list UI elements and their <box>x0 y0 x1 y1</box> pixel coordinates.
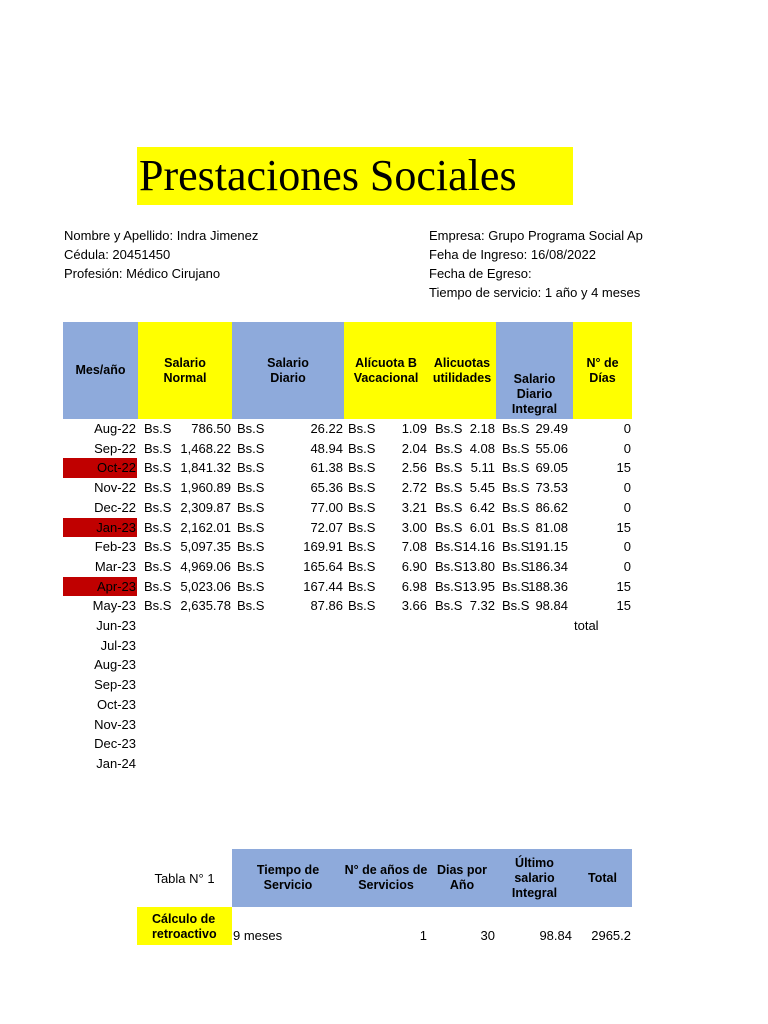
header-salario-integral: Salario Diario Integral <box>496 322 573 419</box>
table-row <box>0 439 768 459</box>
salario-diario-value: 77.00 <box>310 499 343 515</box>
currency-label: Bs.S <box>435 519 463 535</box>
page-title: Prestaciones Sociales <box>139 151 517 200</box>
currency-label: Bs.S <box>144 558 172 574</box>
alicuota-b-value: 2.04 <box>401 440 427 456</box>
table-row <box>0 675 768 695</box>
header-alicuota-b: Alícuota B Vacacional <box>344 322 428 419</box>
table-row <box>0 577 768 597</box>
currency-label: Bs.S <box>502 558 530 574</box>
salario-diario-value: 72.07 <box>310 519 343 535</box>
currency-label: Bs.S <box>237 598 265 614</box>
header-salario-normal: Salario Normal <box>138 322 232 419</box>
alicuota-b-value: 2.56 <box>401 460 427 476</box>
alicuota-utilidades-value: 6.42 <box>469 499 495 515</box>
currency-label: Bs.S <box>502 421 530 436</box>
month-cell: Dec-23 <box>94 736 136 752</box>
t2-value-total: 2965.2 <box>591 928 631 943</box>
t2-value-tiempo: 9 meses <box>233 928 283 943</box>
currency-label: Bs.S <box>348 499 376 515</box>
currency-label: Bs.S <box>237 578 265 594</box>
month-cell: Jan-24 <box>96 755 136 771</box>
currency-label: Bs.S <box>144 440 172 456</box>
month-cell: Sep-22 <box>94 440 136 456</box>
salario-diario-value: 65.36 <box>310 480 343 496</box>
currency-label: Bs.S <box>144 480 172 496</box>
table-row <box>0 715 768 735</box>
salario-integral-value: 98.84 <box>535 598 568 614</box>
t2-value-ultimo: 98.84 <box>539 928 572 943</box>
alicuota-b-value: 2.72 <box>401 480 427 496</box>
table-row <box>0 518 768 538</box>
info-ingreso: Feha de Ingreso: 16/08/2022 <box>429 247 596 262</box>
currency-label: Bs.S <box>348 519 376 535</box>
currency-label: Bs.S <box>435 480 463 496</box>
currency-label: Bs.S <box>237 440 265 456</box>
currency-label: Bs.S <box>435 558 463 574</box>
header-mes: Mes/año <box>63 322 138 419</box>
header-alicuotas-utilidades: Alicuotas utilidades <box>428 322 496 419</box>
t2-header-ultimo: Último salario Integral <box>496 849 573 907</box>
dias-value: 0 <box>623 421 631 436</box>
dias-value: 15 <box>616 578 631 594</box>
t2-header-anos: N° de años de Servicios <box>344 849 428 907</box>
salario-integral-value: 86.62 <box>535 499 568 515</box>
salario-normal-value: 1,960.89 <box>180 480 231 496</box>
t2-value-anos: 1 <box>419 928 427 943</box>
currency-label: Bs.S <box>237 539 265 555</box>
salario-diario-value: 169.91 <box>303 539 343 555</box>
salario-diario-value: 61.38 <box>310 460 343 476</box>
salario-diario-value: 48.94 <box>310 440 343 456</box>
alicuota-b-value: 3.66 <box>401 598 427 614</box>
currency-label: Bs.S <box>435 460 463 476</box>
currency-label: Bs.S <box>348 578 376 594</box>
salario-integral-value: 73.53 <box>535 480 568 496</box>
info-tiempo: Tiempo de servicio: 1 año y 4 meses <box>429 285 641 300</box>
salario-integral-value: 191.15 <box>528 539 568 555</box>
currency-label: Bs.S <box>237 460 265 476</box>
alicuota-b-value: 3.00 <box>401 519 427 535</box>
alicuota-b-value: 7.08 <box>401 539 427 555</box>
table-row <box>0 754 768 774</box>
table-row <box>0 734 768 754</box>
currency-label: Bs.S <box>348 558 376 574</box>
dias-value: 0 <box>623 440 631 456</box>
table-row <box>0 695 768 715</box>
currency-label: Bs.S <box>502 440 530 456</box>
alicuota-b-value: 6.98 <box>401 578 427 594</box>
table-row <box>0 458 768 478</box>
table-row <box>0 557 768 577</box>
info-profesion: Profesión: Médico Cirujano <box>64 266 221 281</box>
currency-label: Bs.S <box>435 440 463 456</box>
title-box <box>137 147 573 205</box>
salario-diario-value: 167.44 <box>303 578 343 594</box>
currency-label: Bs.S <box>144 598 172 614</box>
alicuota-utilidades-value: 6.01 <box>469 519 495 535</box>
month-cell: Nov-22 <box>94 480 136 496</box>
alicuota-utilidades-value: 4.08 <box>469 440 495 456</box>
salario-integral-value: 69.05 <box>535 460 568 476</box>
table-row <box>0 478 768 498</box>
currency-label: Bs.S <box>348 440 376 456</box>
table-row <box>0 596 768 616</box>
table-row <box>0 419 768 439</box>
currency-label: Bs.S <box>348 598 376 614</box>
dias-value: 15 <box>616 519 631 535</box>
currency-label: Bs.S <box>502 519 530 535</box>
month-cell: Aug-23 <box>94 657 136 673</box>
info-empresa: Empresa: Grupo Programa Social Ap <box>429 228 643 243</box>
alicuota-utilidades-value: 5.11 <box>470 460 495 476</box>
currency-label: Bs.S <box>144 519 172 535</box>
currency-label: Bs.S <box>435 499 463 515</box>
currency-label: Bs.S <box>348 421 376 436</box>
month-cell: Oct-23 <box>96 696 136 712</box>
salario-normal-value: 1,841.32 <box>180 460 231 476</box>
table-row <box>0 537 768 557</box>
currency-label: Bs.S <box>435 578 463 594</box>
month-cell: Dec-22 <box>94 499 136 515</box>
header-salario-diario: Salario Diario <box>232 322 344 419</box>
table-row <box>0 498 768 518</box>
month-cell: Jan-23 <box>63 518 137 538</box>
salario-normal-value: 5,097.35 <box>180 539 231 555</box>
salario-integral-value: 81.08 <box>535 519 568 535</box>
currency-label: Bs.S <box>502 480 530 496</box>
currency-label: Bs.S <box>502 539 530 555</box>
month-cell: Aug-22 <box>94 421 136 436</box>
t2-header-tiempo: Tiempo de Servicio <box>232 849 344 907</box>
currency-label: Bs.S <box>144 460 172 476</box>
alicuota-utilidades-value: 5.45 <box>469 480 495 496</box>
info-cedula: Cédula: 20451450 <box>64 247 171 262</box>
dias-value: 0 <box>623 480 631 496</box>
currency-label: Bs.S <box>144 578 172 594</box>
salario-integral-value: 29.49 <box>535 421 568 436</box>
alicuota-b-value: 3.21 <box>401 499 427 515</box>
dias-value: 0 <box>623 499 631 515</box>
salario-normal-value: 1,468.22 <box>180 440 231 456</box>
currency-label: Bs.S <box>348 539 376 555</box>
retroactivo-label: Cálculo de retroactivo <box>137 907 232 945</box>
salario-integral-value: 186.34 <box>528 558 568 574</box>
currency-label: Bs.S <box>502 460 530 476</box>
salario-normal-value: 2,635.78 <box>180 598 231 614</box>
currency-label: Bs.S <box>502 499 530 515</box>
total-label: total <box>574 618 599 633</box>
info-nombre: Nombre y Apellido: Indra Jimenez <box>64 228 259 243</box>
month-cell: Jun-23 <box>96 618 136 633</box>
t2-value-dias: 30 <box>480 928 495 943</box>
salario-integral-value: 55.06 <box>535 440 568 456</box>
currency-label: Bs.S <box>237 480 265 496</box>
currency-label: Bs.S <box>348 460 376 476</box>
dias-value: 0 <box>623 539 631 555</box>
salario-integral-value: 188.36 <box>528 578 568 594</box>
salario-normal-value: 5,023.06 <box>180 578 231 594</box>
salario-normal-value: 4,969.06 <box>180 558 231 574</box>
currency-label: Bs.S <box>237 499 265 515</box>
t2-header-total: Total <box>573 849 632 907</box>
dias-value: 15 <box>616 598 631 614</box>
month-cell: Jul-23 <box>100 637 136 653</box>
month-cell: Feb-23 <box>94 539 136 555</box>
info-right <box>429 226 643 302</box>
alicuota-utilidades-value: 13.80 <box>462 558 495 574</box>
currency-label: Bs.S <box>144 539 172 555</box>
salario-diario-value: 165.64 <box>303 558 343 574</box>
month-cell: Mar-23 <box>94 558 136 574</box>
t2-header-dias: Dias por Año <box>428 849 496 907</box>
alicuota-utilidades-value: 13.95 <box>462 578 495 594</box>
month-cell: Apr-23 <box>63 577 137 597</box>
alicuota-utilidades-value: 14.16 <box>462 539 495 555</box>
currency-label: Bs.S <box>144 499 172 515</box>
alicuota-utilidades-value: 7.32 <box>469 598 495 614</box>
alicuota-b-value: 6.90 <box>401 558 427 574</box>
salario-diario-value: 87.86 <box>310 598 343 614</box>
currency-label: Bs.S <box>237 519 265 535</box>
table-row <box>0 616 768 636</box>
month-cell: Sep-23 <box>94 677 136 693</box>
currency-label: Bs.S <box>348 480 376 496</box>
table-row <box>0 655 768 675</box>
alicuota-b-value: 1.09 <box>401 421 427 436</box>
table-row <box>0 636 768 656</box>
info-left <box>64 226 258 283</box>
info-egreso: Fecha de Egreso: <box>429 266 532 281</box>
currency-label: Bs.S <box>237 558 265 574</box>
currency-label: Bs.S <box>435 421 463 436</box>
tabla-label: Tabla N° 1 <box>154 870 215 886</box>
currency-label: Bs.S <box>237 421 265 436</box>
month-cell: May-23 <box>92 598 136 614</box>
currency-label: Bs.S <box>144 421 172 436</box>
month-cell: Nov-23 <box>94 716 136 732</box>
currency-label: Bs.S <box>435 539 463 555</box>
salario-normal-value: 2,309.87 <box>180 499 231 515</box>
salario-normal-value: 786.50 <box>191 421 231 436</box>
salario-normal-value: 2,162.01 <box>180 519 231 535</box>
currency-label: Bs.S <box>502 578 530 594</box>
dias-value: 15 <box>616 460 631 476</box>
dias-value: 0 <box>623 558 631 574</box>
alicuota-utilidades-value: 2.18 <box>469 421 495 436</box>
month-cell: Oct-22 <box>63 458 137 478</box>
salario-diario-value: 26.22 <box>310 421 343 436</box>
header-dias: N° de Días <box>573 322 632 419</box>
currency-label: Bs.S <box>435 598 463 614</box>
currency-label: Bs.S <box>502 598 530 614</box>
